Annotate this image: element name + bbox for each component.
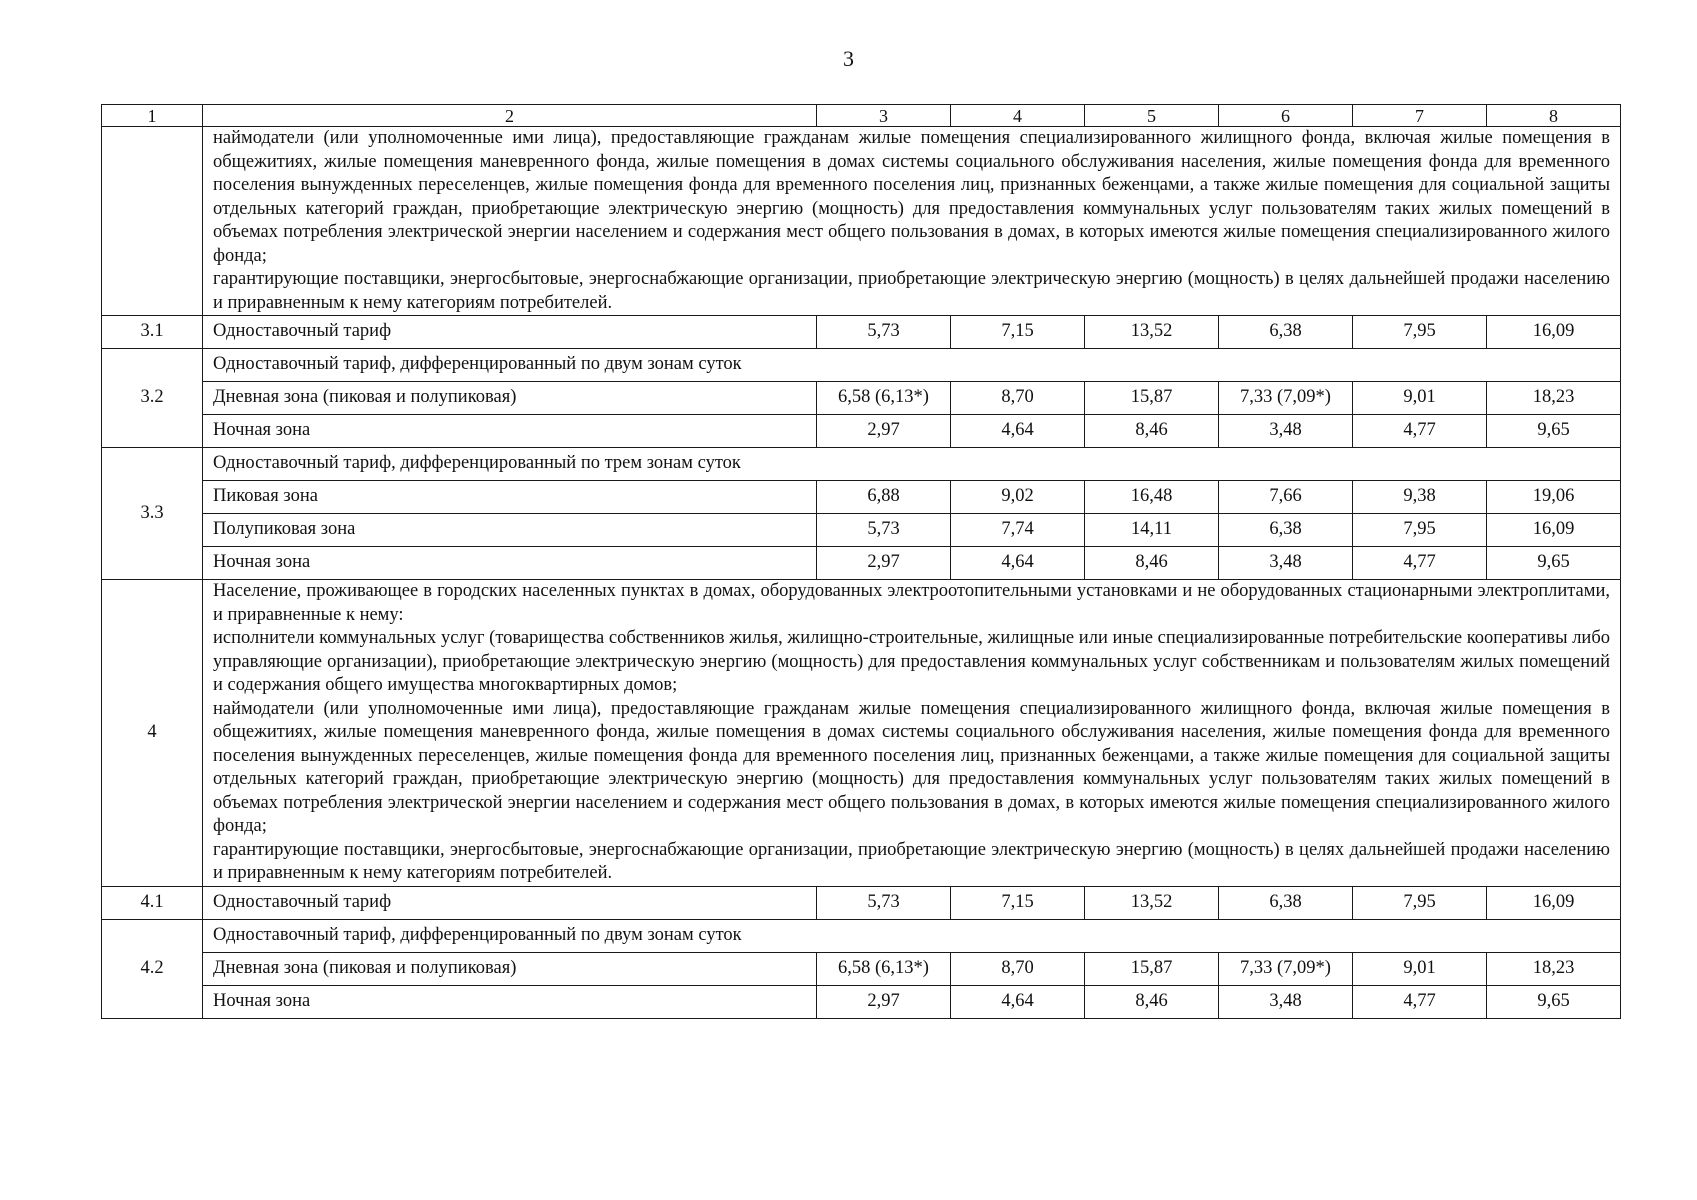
value-cell: 16,09 [1487,886,1621,919]
value-cell: 7,95 [1353,316,1487,349]
value-cell: 2,97 [817,415,951,448]
table-row [102,985,1621,1018]
table-row [102,919,1621,952]
value-cell: 8,46 [1085,985,1219,1018]
value-cell: 2,97 [817,547,951,580]
table-row [102,382,1621,415]
column-header: 4 [951,105,1085,127]
table-row [102,481,1621,514]
row-label: Ночная зона [203,415,817,448]
value-cell: 6,38 [1219,886,1353,919]
value-cell: 8,70 [951,382,1085,415]
row-group-title: Одноставочный тариф, дифференцированный по двум зонам суток [203,919,1621,952]
row-label: Дневная зона (пиковая и полупиковая) [203,952,817,985]
value-cell: 5,73 [817,886,951,919]
value-cell: 18,23 [1487,382,1621,415]
value-cell: 18,23 [1487,952,1621,985]
paragraph: наймодатели (или уполномоченные ими лица), предоставляющие гражданам жилые помещения специализированного жилищного фонда, включая жилые помещения в общежитиях, жилые помещения маневренного фонда, жилые помещения в домах системы социального обслуживания населения, жилые помещения фонда для временного поселения вынужденных переселенцев, жилые помещения фонда для временного поселения лиц, признанных беженцами, а также жилые помещения для социальной защиты отдельных категорий граждан, приобретающие электрическую энергию (мощность) для предоставления коммунальных услуг пользователям таких жилых помещений в объемах потребления электрической энергии населением и содержания мест общего пользования в домах, в которых имеются жилые помещения специализированного жилого фонда; [213,698,1610,836]
column-header: 7 [1353,105,1487,127]
value-cell: 15,87 [1085,382,1219,415]
value-cell: 2,97 [817,985,951,1018]
value-cell: 16,48 [1085,481,1219,514]
paragraph: исполнители коммунальных услуг (товарищества собственников жилья, жилищно-строительные, жилищные или иные специализированные потребительские кооперативы либо управляющие организации), приобретающие электрическую энергию (мощность) для предоставления коммунальных услуг собственникам и пользователям жилых помещений и содержания общего имущества многоквартирных домов; [213,628,1610,695]
column-header: 1 [102,105,203,127]
row-number: 3.1 [102,316,203,349]
row-label: Полупиковая зона [203,514,817,547]
value-cell: 6,38 [1219,514,1353,547]
table-row [102,127,1621,316]
value-cell: 15,87 [1085,952,1219,985]
page-number: 3 [843,46,854,71]
row-number-cell [102,127,203,316]
value-cell: 8,70 [951,952,1085,985]
paragraph: Население, проживающее в городских населенных пунктах в домах, оборудованных электроотопительными установками и не оборудованных стационарными электроплитами, и приравненные к нему: [213,581,1610,625]
value-cell: 6,58 (6,13*) [817,382,951,415]
column-header: 3 [817,105,951,127]
value-cell: 9,01 [1353,382,1487,415]
table-row [102,547,1621,580]
value-cell: 3,48 [1219,415,1353,448]
tariff-table [101,104,1621,1019]
row-number: 3.3 [102,448,203,580]
consumer-category-description [203,580,1621,887]
row-label: Ночная зона [203,547,817,580]
table-row [102,349,1621,382]
value-cell: 13,52 [1085,886,1219,919]
value-cell: 6,38 [1219,316,1353,349]
column-header: 5 [1085,105,1219,127]
table-row [102,952,1621,985]
table-row [102,514,1621,547]
row-group-title: Одноставочный тариф, дифференцированный по трем зонам суток [203,448,1621,481]
column-header: 6 [1219,105,1353,127]
value-cell: 8,46 [1085,415,1219,448]
table-row [102,448,1621,481]
value-cell: 5,73 [817,316,951,349]
paragraph: гарантирующие поставщики, энергосбытовые, энергоснабжающие организации, приобретающие электрическую энергию (мощность) в целях дальнейшей продажи населению и приравненным к нему категориям потребителей. [213,269,1610,313]
row-label: Одноставочный тариф [203,316,817,349]
table-row [102,886,1621,919]
row-label: Одноставочный тариф [203,886,817,919]
row-label: Пиковая зона [203,481,817,514]
row-number: 4.1 [102,886,203,919]
table-row [102,580,1621,887]
value-cell: 16,09 [1487,514,1621,547]
value-cell: 7,33 (7,09*) [1219,382,1353,415]
value-cell: 7,15 [951,886,1085,919]
row-number: 3.2 [102,349,203,448]
value-cell: 7,74 [951,514,1085,547]
value-cell: 4,64 [951,547,1085,580]
value-cell: 13,52 [1085,316,1219,349]
value-cell: 6,88 [817,481,951,514]
row-label: Ночная зона [203,985,817,1018]
column-number-row [102,105,1621,127]
paragraph: наймодатели (или уполномоченные ими лица), предоставляющие гражданам жилые помещения специализированного жилищного фонда, включая жилые помещения в общежитиях, жилые помещения маневренного фонда, жилые помещения в домах системы социального обслуживания населения, жилые помещения фонда для временного поселения вынужденных переселенцев, жилые помещения фонда для временного поселения лиц, признанных беженцами, а также жилые помещения для социальной защиты отдельных категорий граждан, приобретающие электрическую энергию (мощность) для предоставления коммунальных услуг пользователям таких жилых помещений в объемах потребления электрической энергии населением и содержания мест общего пользования в домах, в которых имеются жилые помещения специализированного жилого фонда; [213,128,1610,266]
row-number: 4.2 [102,919,203,1018]
value-cell: 9,38 [1353,481,1487,514]
column-header: 2 [203,105,817,127]
value-cell: 7,95 [1353,886,1487,919]
column-header: 8 [1487,105,1621,127]
value-cell: 9,02 [951,481,1085,514]
value-cell: 9,65 [1487,985,1621,1018]
value-cell: 8,46 [1085,547,1219,580]
table-row [102,316,1621,349]
value-cell: 7,95 [1353,514,1487,547]
consumer-category-description [203,127,1621,316]
value-cell: 3,48 [1219,547,1353,580]
table-row [102,415,1621,448]
paragraph: гарантирующие поставщики, энергосбытовые, энергоснабжающие организации, приобретающие электрическую энергию (мощность) в целях дальнейшей продажи населению и приравненным к нему категориям потребителей. [213,839,1610,883]
value-cell: 4,77 [1353,415,1487,448]
value-cell: 5,73 [817,514,951,547]
value-cell: 4,77 [1353,985,1487,1018]
row-label: Дневная зона (пиковая и полупиковая) [203,382,817,415]
value-cell: 7,66 [1219,481,1353,514]
value-cell: 19,06 [1487,481,1621,514]
value-cell: 3,48 [1219,985,1353,1018]
value-cell: 4,64 [951,985,1085,1018]
value-cell: 9,01 [1353,952,1487,985]
value-cell: 7,33 (7,09*) [1219,952,1353,985]
value-cell: 4,64 [951,415,1085,448]
row-group-title: Одноставочный тариф, дифференцированный по двум зонам суток [203,349,1621,382]
value-cell: 9,65 [1487,415,1621,448]
value-cell: 6,58 (6,13*) [817,952,951,985]
row-number: 4 [102,580,203,887]
value-cell: 9,65 [1487,547,1621,580]
value-cell: 16,09 [1487,316,1621,349]
value-cell: 7,15 [951,316,1085,349]
value-cell: 4,77 [1353,547,1487,580]
value-cell: 14,11 [1085,514,1219,547]
